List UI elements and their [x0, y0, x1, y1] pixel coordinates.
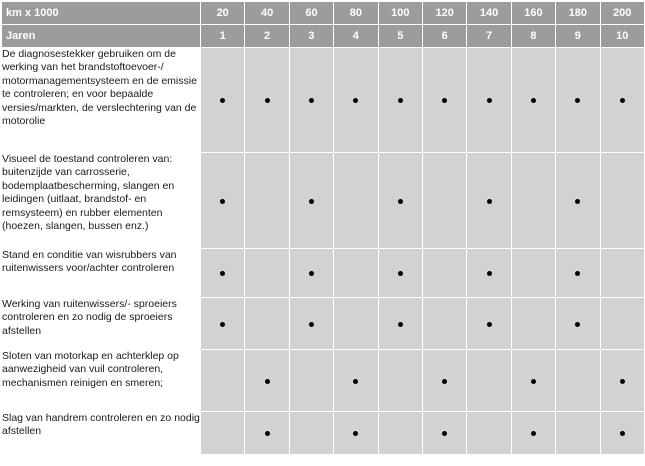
year-header-cell: 1 — [201, 25, 245, 48]
task-description: De diagnosestekker gebruiken om de werking van het brandstoftoevoer-/ motormanagementsysteem en de emissie te controleren; en voor bepaalde versies/markten, de verslechtering van de motorolie — [2, 48, 201, 153]
bullet-icon — [442, 431, 447, 436]
year-header-cell: 3 — [289, 25, 333, 48]
interval-cell — [245, 249, 289, 298]
interval-cell — [334, 350, 378, 412]
interval-cell — [334, 48, 378, 153]
interval-cell — [600, 153, 644, 249]
bullet-icon — [442, 98, 447, 103]
interval-cell — [334, 153, 378, 249]
interval-cell — [201, 350, 245, 412]
interval-cell — [334, 298, 378, 350]
table-row — [2, 48, 645, 153]
interval-cell — [467, 298, 511, 350]
interval-cell — [422, 350, 466, 412]
interval-cell — [378, 249, 422, 298]
interval-cell — [289, 412, 333, 455]
interval-cell — [378, 350, 422, 412]
bullet-icon — [309, 322, 314, 327]
bullet-icon — [531, 379, 536, 384]
bullet-icon — [398, 322, 403, 327]
bullet-icon — [442, 379, 447, 384]
task-description: Stand en conditie van wisrubbers van ruitenwissers voor/achter controleren — [2, 249, 201, 298]
km-header-cell: 160 — [511, 2, 555, 25]
interval-cell — [600, 412, 644, 455]
table-row — [2, 412, 645, 455]
interval-cell — [467, 350, 511, 412]
km-header-cell: 140 — [467, 2, 511, 25]
bullet-icon — [620, 379, 625, 384]
bullet-icon — [575, 271, 580, 276]
year-header-cell: 4 — [334, 25, 378, 48]
bullet-icon — [487, 271, 492, 276]
km-header-cell: 40 — [245, 2, 289, 25]
km-header-row — [2, 2, 645, 25]
interval-cell — [378, 153, 422, 249]
year-header-cell: 6 — [422, 25, 466, 48]
bullet-icon — [398, 271, 403, 276]
bullet-icon — [575, 199, 580, 204]
bullet-icon — [220, 322, 225, 327]
km-header-cell: 100 — [378, 2, 422, 25]
bullet-icon — [353, 431, 358, 436]
interval-cell — [422, 298, 466, 350]
bullet-icon — [265, 98, 270, 103]
interval-cell — [467, 249, 511, 298]
interval-cell — [511, 412, 555, 455]
interval-cell — [600, 249, 644, 298]
interval-cell — [245, 153, 289, 249]
interval-cell — [600, 298, 644, 350]
bullet-icon — [575, 322, 580, 327]
interval-cell — [201, 48, 245, 153]
bullet-icon — [220, 199, 225, 204]
interval-cell — [201, 249, 245, 298]
year-header-cell: 5 — [378, 25, 422, 48]
interval-cell — [600, 350, 644, 412]
km-header-cell: 80 — [334, 2, 378, 25]
bullet-icon — [531, 431, 536, 436]
year-header-cell: 8 — [511, 25, 555, 48]
bullet-icon — [398, 199, 403, 204]
task-description: Sloten van motorkap en achterklep op aanwezigheid van vuil controleren, mechanismen reinigen en smeren; — [2, 350, 201, 412]
task-description: Werking van ruitenwissers/- sproeiers controleren en zo nodig de sproeiers afstellen — [2, 298, 201, 350]
bullet-icon — [398, 98, 403, 103]
interval-cell — [422, 48, 466, 153]
maintenance-schedule-table — [1, 1, 645, 455]
bullet-icon — [487, 322, 492, 327]
interval-cell — [600, 48, 644, 153]
interval-cell — [334, 249, 378, 298]
interval-cell — [201, 412, 245, 455]
bullet-icon — [353, 379, 358, 384]
interval-cell — [245, 298, 289, 350]
interval-cell — [467, 153, 511, 249]
interval-cell — [334, 412, 378, 455]
bullet-icon — [531, 98, 536, 103]
year-header-cell: 7 — [467, 25, 511, 48]
interval-cell — [556, 350, 600, 412]
bullet-icon — [309, 271, 314, 276]
year-header-cell: 2 — [245, 25, 289, 48]
interval-cell — [556, 48, 600, 153]
interval-cell — [511, 249, 555, 298]
interval-cell — [245, 48, 289, 153]
schedule-body — [2, 48, 645, 455]
bullet-icon — [220, 271, 225, 276]
interval-cell — [289, 48, 333, 153]
years-header-row — [2, 25, 645, 48]
bullet-icon — [487, 98, 492, 103]
year-header-cell: 9 — [556, 25, 600, 48]
interval-cell — [422, 412, 466, 455]
interval-cell — [511, 298, 555, 350]
bullet-icon — [575, 98, 580, 103]
bullet-icon — [487, 199, 492, 204]
bullet-icon — [309, 199, 314, 204]
interval-cell — [289, 298, 333, 350]
table-row — [2, 298, 645, 350]
interval-cell — [289, 350, 333, 412]
bullet-icon — [309, 98, 314, 103]
task-description: Slag van handrem controleren en zo nodig afstellen — [2, 412, 201, 455]
interval-cell — [556, 153, 600, 249]
km-header-cell: 60 — [289, 2, 333, 25]
table-row — [2, 153, 645, 249]
interval-cell — [511, 350, 555, 412]
task-description: Visueel de toestand controleren van: buitenzijde van carrosserie, bodemplaatbescherming, slangen en leidingen (uitlaat, brandstof- en remsysteem) en rubber elementen (hoezen, slangen, bussen enz.) — [2, 153, 201, 249]
km-header-label: km x 1000 — [2, 2, 201, 25]
bullet-icon — [620, 98, 625, 103]
interval-cell — [201, 298, 245, 350]
interval-cell — [245, 412, 289, 455]
km-header-cell: 200 — [600, 2, 644, 25]
bullet-icon — [220, 98, 225, 103]
years-header-label: Jaren — [2, 25, 201, 48]
year-header-cell: 10 — [600, 25, 644, 48]
interval-cell — [289, 249, 333, 298]
interval-cell — [378, 412, 422, 455]
table-row — [2, 350, 645, 412]
km-header-cell: 180 — [556, 2, 600, 25]
interval-cell — [467, 48, 511, 153]
interval-cell — [378, 48, 422, 153]
interval-cell — [556, 298, 600, 350]
interval-cell — [511, 48, 555, 153]
interval-cell — [201, 153, 245, 249]
bullet-icon — [620, 431, 625, 436]
interval-cell — [422, 249, 466, 298]
interval-cell — [556, 249, 600, 298]
bullet-icon — [265, 379, 270, 384]
interval-cell — [378, 298, 422, 350]
table-row — [2, 249, 645, 298]
interval-cell — [511, 153, 555, 249]
km-header-cell: 20 — [201, 2, 245, 25]
interval-cell — [422, 153, 466, 249]
bullet-icon — [353, 98, 358, 103]
interval-cell — [289, 153, 333, 249]
km-header-cell: 120 — [422, 2, 466, 25]
bullet-icon — [265, 431, 270, 436]
interval-cell — [245, 350, 289, 412]
interval-cell — [556, 412, 600, 455]
interval-cell — [467, 412, 511, 455]
